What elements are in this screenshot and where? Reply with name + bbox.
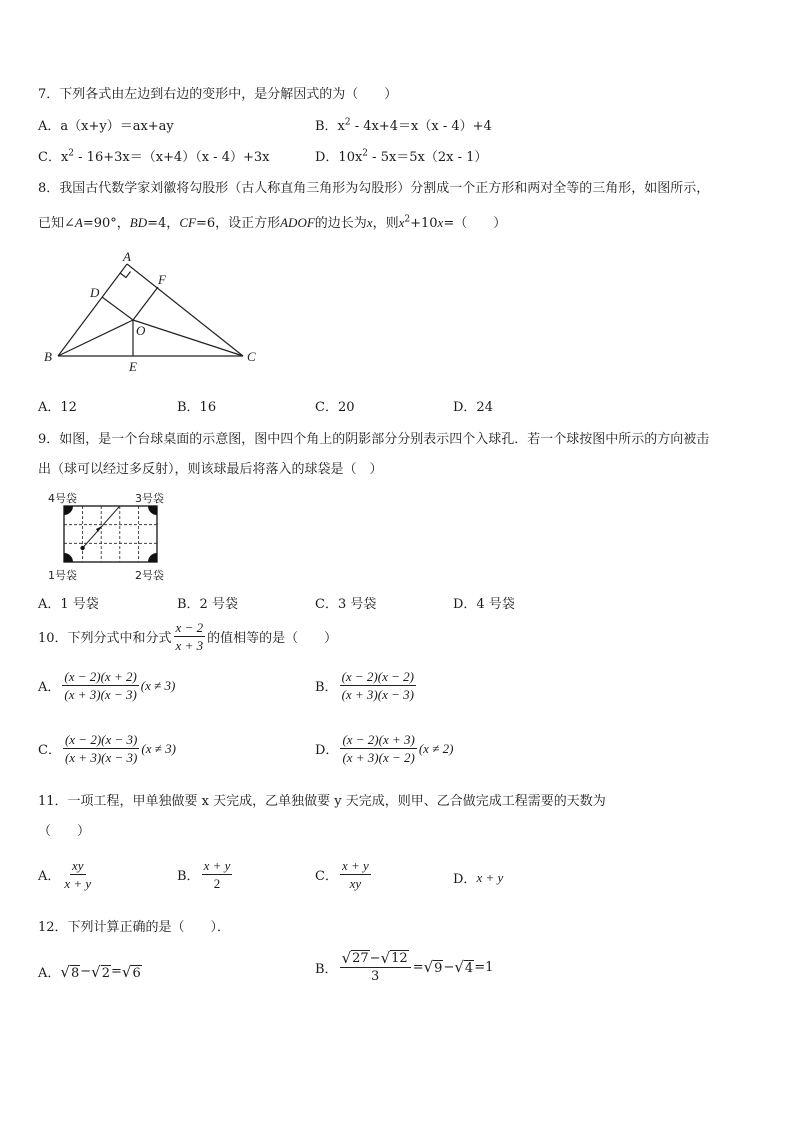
q9-option-d[interactable]: D．4 号袋	[453, 597, 515, 612]
table-grid	[64, 506, 157, 562]
pocket-label-2: 2号袋	[135, 569, 164, 582]
q7-option-a[interactable]: A．a（x+y）＝ax+ay	[38, 119, 174, 134]
segment-co	[133, 320, 243, 356]
q7-option-c[interactable]: C．$x^2 - 16+3x=(x+4)(x - 4)+3x$	[38, 148, 270, 165]
q10-option-d[interactable]: D． $\frac{(x - 2)(x + 3)}{(x + 3)(x - 2)}$ (x ≠ 2)	[315, 732, 454, 765]
pocket-3-shade	[148, 506, 157, 515]
q12-option-b[interactable]: B． √ 27 − √ 12 3 = √ 9 − √ 4 =1	[315, 949, 494, 984]
pocket-label-3: 3号袋	[135, 492, 164, 505]
q7-option-b[interactable]: B．$x^2 - 4x+4=x(x - 4)+4$	[315, 117, 492, 134]
right-angle-mark	[120, 272, 131, 278]
q11-option-c[interactable]: C． $\frac{x + y}{xy}$	[315, 858, 369, 891]
pocket-1-shade	[64, 553, 73, 562]
side-ab	[58, 264, 127, 356]
pocket-label-4: 4号袋	[48, 492, 77, 505]
q9-option-b[interactable]: B．2 号袋	[177, 597, 238, 612]
q9-billiard-table-figure	[44, 488, 179, 584]
q10-option-b[interactable]: B． $\frac{(x - 2)(x - 2)}{(x + 3)(x - 3)}$	[315, 669, 414, 702]
table-border	[64, 506, 157, 562]
q9-stem-line2: 出（球可以经过多反射），则该球最后将落入的球袋是（ ）	[38, 462, 383, 477]
label-o: O	[136, 323, 146, 338]
q12-option-a[interactable]: A． √ 8 − √ 2 = √ 6	[38, 962, 141, 981]
pocket-2-shade	[148, 553, 157, 562]
q12-stem: 12．下列计算正确的是（ ）．	[38, 920, 231, 935]
pocket-4-shade	[64, 506, 73, 515]
q7-stem: 7．下列各式由左边到右边的变形中，是分解因式的为（ ）	[38, 87, 398, 102]
q8-stem-line1: 8．我国古代数学家刘徽将勾股形（古人称直角三角形为勾股形）分割成一个正方形和两对全等的三角形，如图所示，	[38, 181, 710, 196]
label-a: A	[123, 249, 131, 264]
ball-icon	[80, 546, 84, 550]
q11-option-a[interactable]: A． $\frac{xy}{x + y}$	[38, 858, 92, 891]
q8-option-b[interactable]: B．16	[177, 400, 217, 415]
segment-bo	[58, 320, 133, 356]
q8-option-c[interactable]: C．20	[315, 400, 355, 415]
q8-stem-line2: 已知∠A=90°，BD=4，CF=6，设正方形ADOF的边长为x，则$x^2+10x=$（ ）	[38, 214, 507, 231]
label-f: F	[158, 272, 166, 287]
q11-stem-line2: （ ）	[38, 824, 91, 839]
label-c: C	[247, 349, 256, 364]
q11-option-d[interactable]: D． x + y	[453, 869, 504, 887]
label-b: B	[44, 349, 52, 364]
pocket-label-1: 1号袋	[48, 569, 77, 582]
label-e: E	[129, 359, 137, 374]
q8-triangle-figure	[38, 248, 268, 378]
q10-option-a[interactable]: A． $\frac{(x - 2)(x + 2)}{(x + 3)(x - 3)}$ (x ≠ 3)	[38, 669, 176, 702]
q11-option-b[interactable]: B． $\frac{x + y}{2}$	[177, 858, 231, 891]
q9-stem-line1: 9．如图，是一个台球桌面的示意图，图中四个角上的阴影部分分别表示四个入球孔．若一个球按图中所示的方向被击	[38, 432, 710, 447]
q8-option-d[interactable]: D．24	[453, 400, 493, 415]
q10-option-c[interactable]: C． $\frac{(x - 2)(x - 3)}{(x + 3)(x - 3)}$ (x ≠ 3)	[38, 732, 176, 765]
square-side-fo	[133, 287, 158, 320]
q10-stem: 10．下列分式中和分式 $\frac{x - 2}{x + 3}$ 的值相等的是（ ）	[38, 620, 338, 653]
q9-option-c[interactable]: C．3 号袋	[315, 597, 377, 612]
q7-option-d[interactable]: D．$10x^2 - 5x=5x(2x - 1)$	[315, 148, 488, 165]
square-side-do	[102, 297, 133, 320]
q8-option-a[interactable]: A．12	[38, 400, 77, 415]
side-ac	[127, 264, 243, 356]
q11-stem-line1: 11．一项工程，甲单独做要 x 天完成，乙单独做要 y 天完成，则甲、乙合做完成工程需要的天数为	[38, 794, 606, 809]
q9-option-a[interactable]: A．1 号袋	[38, 597, 99, 612]
label-d: D	[90, 285, 100, 300]
